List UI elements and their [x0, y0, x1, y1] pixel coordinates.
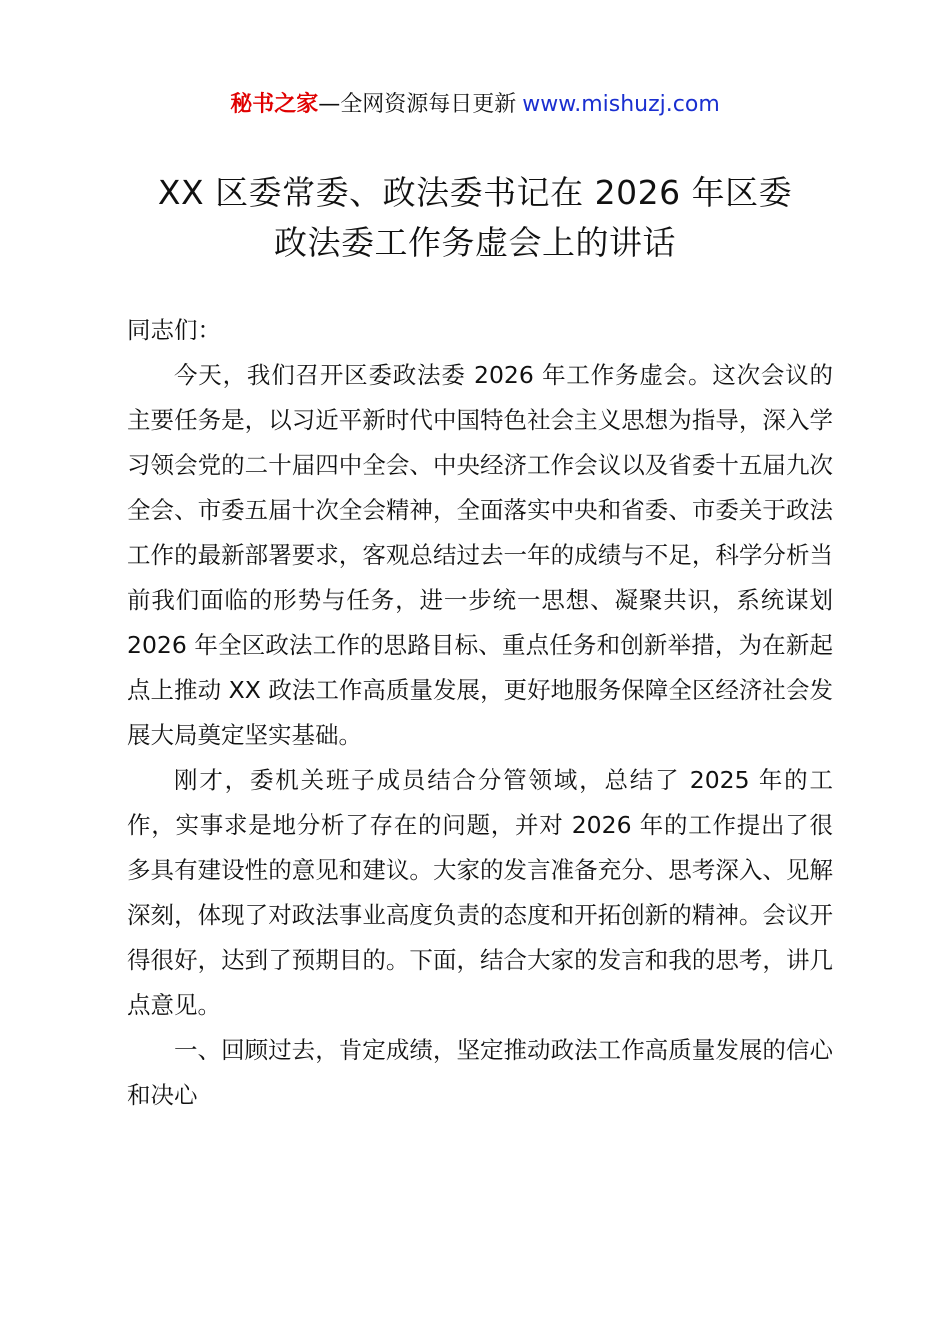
site-header: [0, 88, 950, 122]
document-title: [60, 168, 890, 268]
site-url-link[interactable]: www.mishuzj.com: [522, 92, 720, 117]
section-heading: 一、回顾过去，肯定成绩，坚定推动政法工作高质量发展的信心和决心: [127, 1036, 833, 1109]
body-paragraph: 今天，我们召开区委政法委 2026 年工作务虚会。这次会议的主要任务是，以习近平新时代中国特色社会主义思想为指导，深入学习领会党的二十届四中全会、中央经济工作会议以及省委十五届九次全会、市委五届十次全会精神，全面落实中央和省委、市委关于政法工作的最新部署要求，客观总结过去一年的成绩与不足，科学分析当前我们面临的形势与任务，进一步统一思想、凝聚共识，系统谋划 2026 年全区政法工作的思路目标、重点任务和创新举措，为在新起点上推动 XX 政法工作高质量发展，更好地服务保障全区经济社会发展大局奠定坚实基础。: [127, 361, 833, 749]
title-line-2: 政法委工作务虚会上的讲话: [274, 223, 676, 262]
header-tagline: —全网资源每日更新: [318, 92, 517, 117]
salutation: 同志们：: [127, 316, 221, 344]
brand-name: 秘书之家: [230, 92, 319, 117]
document-body: [127, 308, 833, 1118]
body-paragraph: 刚才，委机关班子成员结合分管领域，总结了 2025 年的工作，实事求是地分析了存在的问题，并对 2026 年的工作提出了很多具有建设性的意见和建议。大家的发言准备充分、思考深入、见解深刻，体现了对政法事业高度负责的态度和开拓创新的精神。会议开得很好，达到了预期目的。下面，结合大家的发言和我的思考，讲几点意见。: [127, 766, 833, 1019]
title-line-1: XX 区委常委、政法委书记在 2026 年区委: [157, 173, 793, 212]
